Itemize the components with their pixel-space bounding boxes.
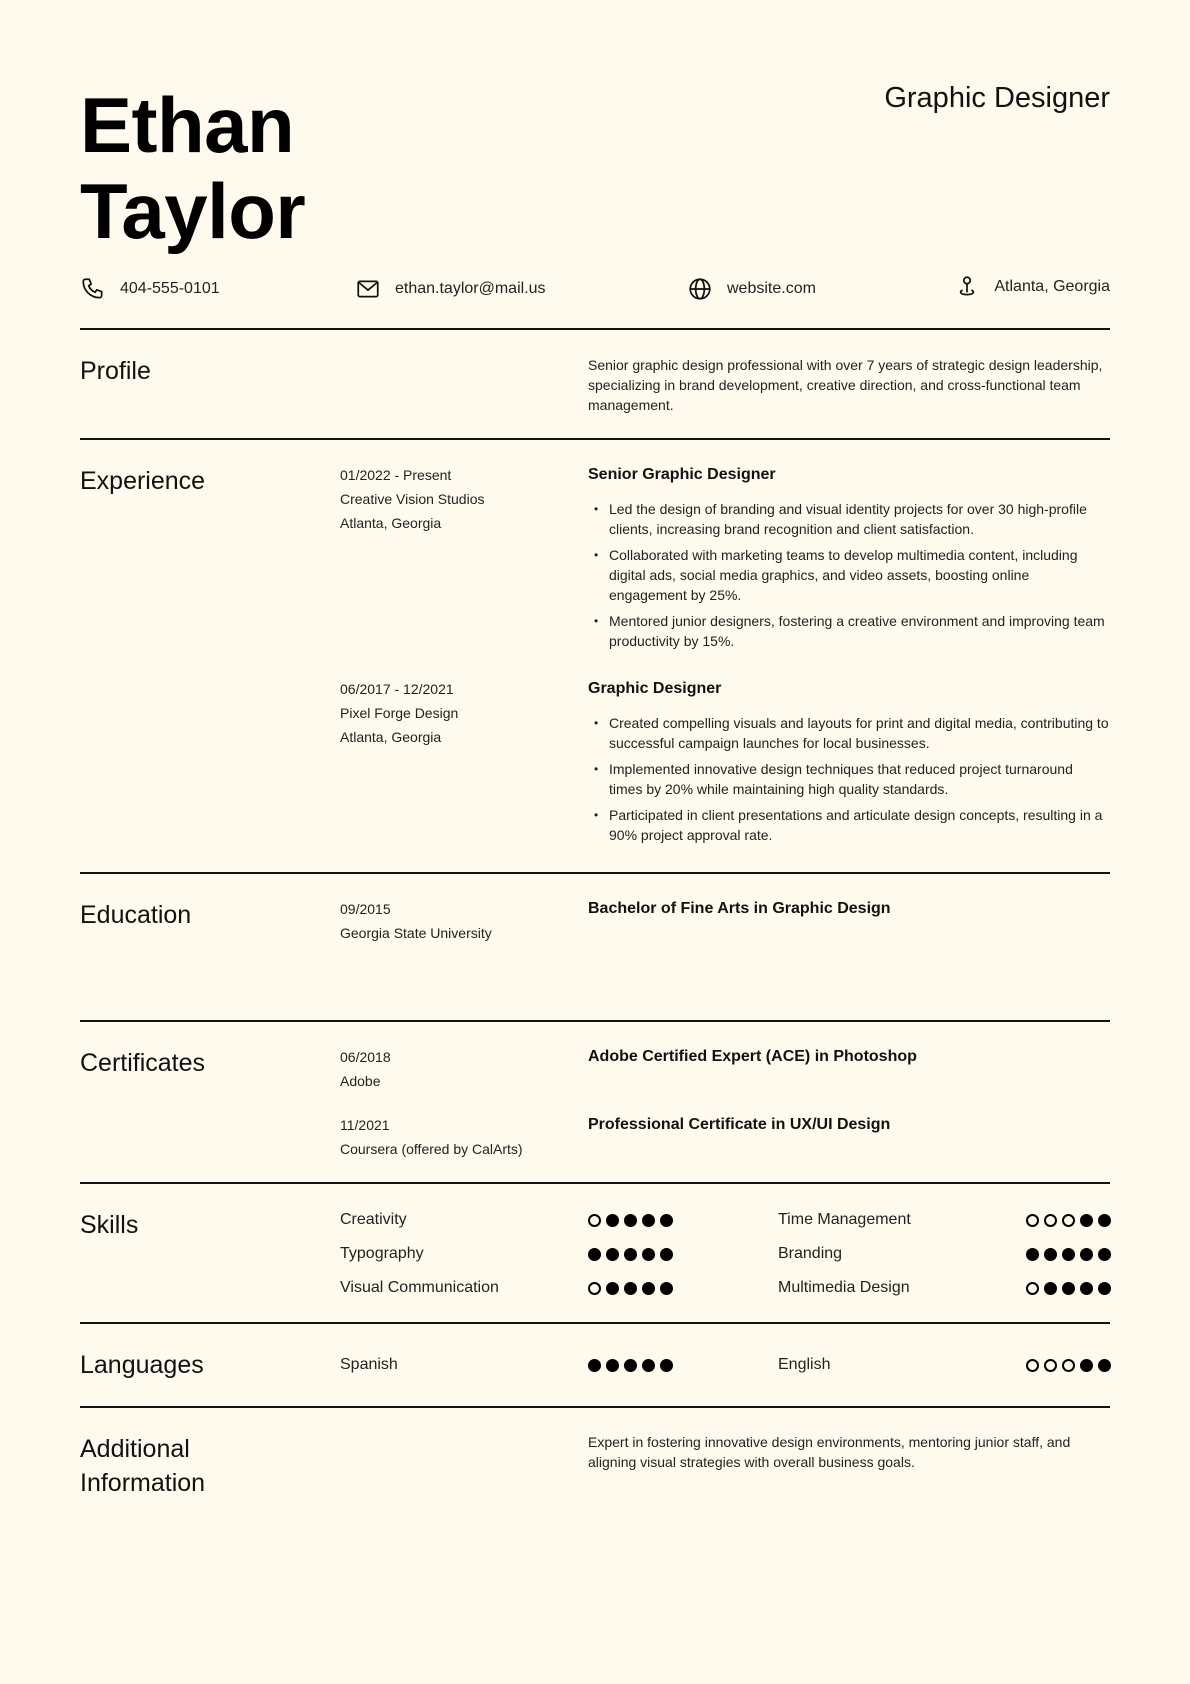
bullet-item: • Participated in client presentations and articulate design concepts, resulting in a 90% project approval rate. — [588, 805, 1110, 845]
education-entry — [588, 899, 1110, 933]
rating-dot-empty-icon — [1044, 1359, 1057, 1372]
rating-dot-filled-icon — [606, 1248, 619, 1261]
experience-entry-2 — [588, 679, 1110, 851]
rating-dot-filled-icon — [642, 1214, 655, 1227]
location-pin-icon — [954, 274, 980, 300]
experience-location: Atlanta, Georgia — [340, 515, 442, 531]
rating-row — [778, 1353, 830, 1377]
divider — [80, 872, 1110, 874]
phone-number: 404-555-0101 — [120, 280, 220, 297]
phone-icon — [80, 276, 106, 302]
rating-dot-filled-icon — [606, 1214, 619, 1227]
rating-dots — [588, 1282, 673, 1295]
certificate-meta-1 — [340, 1045, 391, 1093]
bullet-item: • Created compelling visuals and layouts for print and digital media, contributing to successful campaign launches for local businesses. — [588, 713, 1110, 753]
divider — [80, 1182, 1110, 1184]
rating-dot-filled-icon — [660, 1282, 673, 1295]
rating-dot-empty-icon — [588, 1282, 601, 1295]
contact-phone[interactable] — [80, 276, 220, 302]
contact-bar — [80, 276, 1110, 306]
last-name: Taylor — [80, 167, 306, 255]
experience-dates: 06/2017 - 12/2021 — [340, 681, 454, 697]
bullet-item: • Implemented innovative design techniques that reduced project turnaround times by 20% while maintaining high quality standards. — [588, 759, 1110, 799]
certificate-entry-2 — [588, 1115, 1110, 1149]
rating-dot-filled-icon — [1044, 1248, 1057, 1261]
rating-dots — [588, 1359, 673, 1372]
rating-dot-filled-icon — [1062, 1282, 1075, 1295]
rating-dot-filled-icon — [1026, 1248, 1039, 1261]
certificate-name: Adobe Certified Expert (ACE) in Photoshop — [588, 1048, 917, 1065]
rating-dot-empty-icon — [1026, 1282, 1039, 1295]
contact-website[interactable] — [687, 276, 816, 302]
experience-dates: 01/2022 - Present — [340, 467, 452, 483]
education-school: Georgia State University — [340, 925, 492, 941]
certificate-issuer: Coursera (offered by CalArts) — [340, 1141, 523, 1157]
bullet-item: • Mentored junior designers, fostering a creative environment and improving team productivity by 15%. — [588, 611, 1110, 651]
education-date: 09/2015 — [340, 901, 391, 917]
divider — [80, 1322, 1110, 1324]
experience-meta-1 — [340, 463, 484, 535]
experience-meta-2 — [340, 677, 458, 749]
profile-summary: Senior graphic design professional with over 7 years of strategic design leadership, specializing in brand development, creative direction, and cross-functional team management. — [588, 357, 1103, 413]
divider — [80, 438, 1110, 440]
section-title-certificates: Certificates — [80, 1049, 206, 1077]
divider — [80, 1020, 1110, 1022]
rating-dots — [588, 1214, 673, 1227]
education-degree: Bachelor of Fine Arts in Graphic Design — [588, 900, 891, 917]
rating-dot-filled-icon — [1080, 1359, 1093, 1372]
rating-dot-empty-icon — [1026, 1214, 1039, 1227]
rating-dot-filled-icon — [1080, 1214, 1093, 1227]
contact-location — [954, 274, 1110, 300]
rating-label: Branding — [778, 1245, 843, 1262]
rating-dot-empty-icon — [588, 1214, 601, 1227]
rating-dots — [588, 1248, 673, 1261]
rating-dot-empty-icon — [1062, 1359, 1075, 1372]
section-title-profile: Profile — [80, 357, 151, 385]
certificate-name: Professional Certificate in UX/UI Design — [588, 1116, 891, 1133]
rating-row — [340, 1208, 407, 1232]
certificate-entry-1 — [588, 1047, 1110, 1081]
rating-dot-filled-icon — [624, 1282, 637, 1295]
rating-dot-filled-icon — [1062, 1248, 1075, 1261]
rating-dot-empty-icon — [1062, 1214, 1075, 1227]
rating-dot-filled-icon — [624, 1214, 637, 1227]
rating-dot-filled-icon — [624, 1248, 637, 1261]
divider — [80, 328, 1110, 330]
rating-row — [340, 1353, 398, 1377]
website-url: website.com — [727, 280, 816, 297]
rating-row — [778, 1276, 910, 1300]
email-address: ethan.taylor@mail.us — [395, 280, 546, 297]
rating-row — [778, 1208, 911, 1232]
location-text: Atlanta, Georgia — [994, 278, 1110, 295]
rating-dot-filled-icon — [588, 1248, 601, 1261]
rating-dot-filled-icon — [660, 1248, 673, 1261]
rating-dot-filled-icon — [1098, 1282, 1111, 1295]
rating-label: Spanish — [340, 1356, 398, 1373]
globe-icon — [687, 276, 713, 302]
rating-dot-filled-icon — [1098, 1248, 1111, 1261]
rating-label: Time Management — [778, 1211, 911, 1228]
experience-role: Senior Graphic Designer — [588, 466, 776, 483]
section-title-experience: Experience — [80, 467, 206, 495]
section-title-education: Education — [80, 901, 192, 929]
section-title-languages: Languages — [80, 1351, 204, 1379]
rating-dot-filled-icon — [642, 1359, 655, 1372]
rating-dot-filled-icon — [1044, 1282, 1057, 1295]
rating-dots — [1026, 1282, 1111, 1295]
rating-dot-filled-icon — [1098, 1214, 1111, 1227]
certificate-date: 11/2021 — [340, 1117, 390, 1133]
bullet-item: • Led the design of branding and visual identity projects for over 30 high-profile clients, increasing brand recognition and client satisfaction. — [588, 499, 1110, 539]
contact-email[interactable] — [355, 276, 546, 302]
rating-label: Multimedia Design — [778, 1279, 910, 1296]
experience-bullets — [588, 713, 1110, 845]
experience-company: Pixel Forge Design — [340, 705, 459, 721]
certificate-issuer: Adobe — [340, 1073, 381, 1089]
section-title-additional: Additional Information — [80, 1435, 206, 1497]
rating-dot-filled-icon — [660, 1359, 673, 1372]
certificate-meta-2 — [340, 1113, 523, 1161]
rating-dots — [1026, 1359, 1111, 1372]
rating-dot-filled-icon — [1098, 1359, 1111, 1372]
candidate-name — [80, 82, 305, 254]
rating-dot-empty-icon — [1044, 1214, 1057, 1227]
rating-row — [778, 1242, 842, 1266]
rating-label: Creativity — [340, 1211, 407, 1228]
rating-dot-filled-icon — [624, 1359, 637, 1372]
experience-entry-1 — [588, 465, 1110, 657]
rating-label: English — [778, 1356, 831, 1373]
experience-company: Creative Vision Studios — [340, 491, 485, 507]
first-name: Ethan — [80, 81, 295, 169]
rating-dot-filled-icon — [642, 1248, 655, 1261]
job-title: Graphic Designer — [884, 82, 1110, 114]
experience-location: Atlanta, Georgia — [340, 729, 442, 745]
experience-bullets — [588, 499, 1110, 651]
rating-dot-filled-icon — [1080, 1282, 1093, 1295]
rating-dot-filled-icon — [588, 1359, 601, 1372]
rating-label: Typography — [340, 1245, 424, 1262]
rating-dots — [1026, 1214, 1111, 1227]
resume-page — [80, 0, 1110, 1684]
rating-dot-filled-icon — [606, 1282, 619, 1295]
rating-dot-filled-icon — [660, 1214, 673, 1227]
additional-info-text: Expert in fostering innovative design environments, mentoring junior staff, and aligning visual strategies with overall business goals. — [588, 1434, 1071, 1470]
rating-dot-filled-icon — [1080, 1248, 1093, 1261]
rating-row — [340, 1276, 499, 1300]
rating-dot-empty-icon — [1026, 1359, 1039, 1372]
section-title-skills: Skills — [80, 1211, 139, 1239]
rating-dot-filled-icon — [642, 1282, 655, 1295]
certificate-date: 06/2018 — [340, 1049, 391, 1065]
rating-row — [340, 1242, 424, 1266]
bullet-item: • Collaborated with marketing teams to develop multimedia content, including digital ads, social media graphics, and video assets, boosting online engagement by 25%. — [588, 545, 1110, 605]
experience-role: Graphic Designer — [588, 680, 722, 697]
education-meta — [340, 897, 492, 945]
divider — [80, 1406, 1110, 1408]
rating-dot-filled-icon — [606, 1359, 619, 1372]
rating-label: Visual Communication — [340, 1279, 499, 1296]
rating-dots — [1026, 1248, 1111, 1261]
mail-icon — [355, 276, 381, 302]
